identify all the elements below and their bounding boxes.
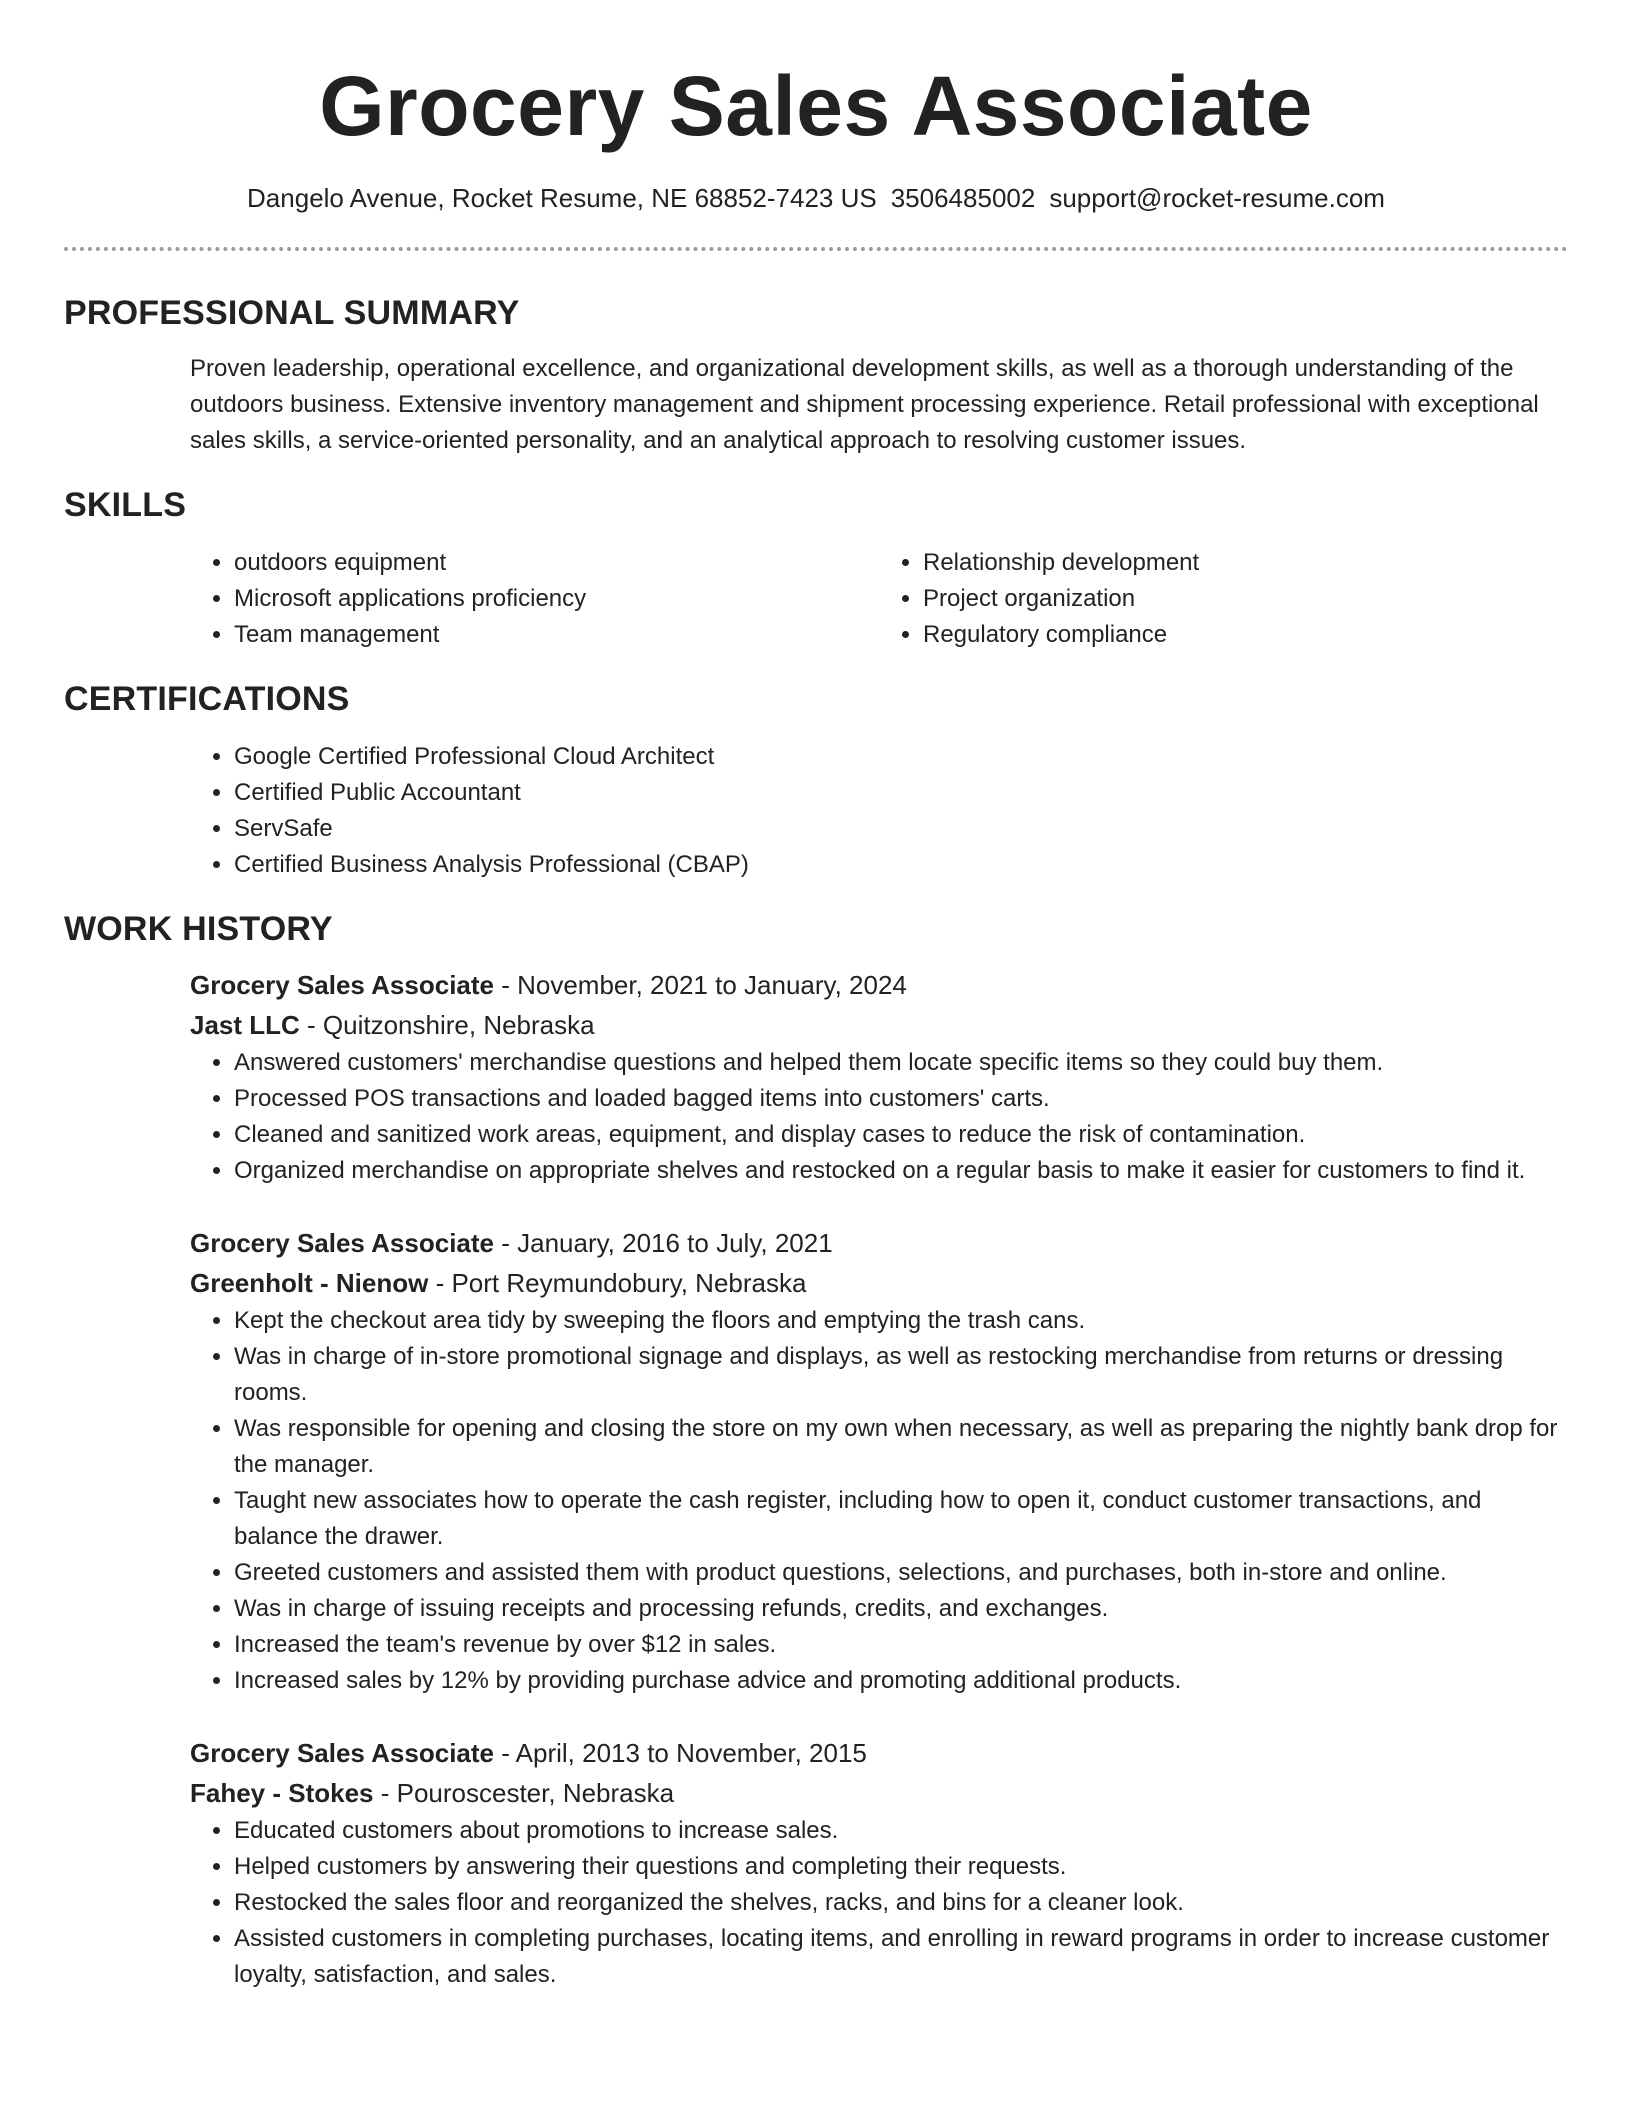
skill-item: • Microsoft applications proficiency [234,581,879,617]
certifications-list [190,739,1568,883]
job-title-line [190,965,1568,1005]
job-bullet: • Kept the checkout area tidy by sweeping the floors and emptying the trash cans. [234,1303,1568,1339]
skill-item: • outdoors equipment [234,545,879,581]
skills-heading: SKILLS [64,486,187,524]
job-company-line [190,1005,1568,1045]
header-divider [64,247,1568,251]
skills-list-right [879,545,1568,653]
certification-item: • Certified Business Analysis Professional (CBAP) [234,847,1568,883]
job-bullet: • Was responsible for opening and closing the store on my own when necessary, as well as preparing the nightly bank drop for the manager. [234,1411,1568,1483]
job-bullet: • Assisted customers in completing purchases, locating items, and enrolling in reward programs in order to increase customer loyalty, satisfaction, and sales. [234,1921,1568,1993]
job-bullet: • Restocked the sales floor and reorganized the shelves, racks, and bins for a cleaner look. [234,1885,1568,1921]
job-company: Jast LLC [190,1010,300,1040]
job-bullet: • Processed POS transactions and loaded bagged items into customers' carts. [234,1081,1568,1117]
job-bullet: • Greeted customers and assisted them with product questions, selections, and purchases, both in-store and online. [234,1555,1568,1591]
job-company-line [190,1773,1568,1813]
job-bullet: • Educated customers about promotions to increase sales. [234,1813,1568,1849]
skills-section [64,485,1568,653]
job-title: Grocery Sales Associate [190,1738,494,1768]
skills-grid [190,545,1568,653]
summary-heading: PROFESSIONAL SUMMARY [64,294,520,332]
certifications-body [190,739,1568,883]
job-location: - Pouroscester, Nebraska [373,1778,675,1808]
certifications-section [64,679,1568,883]
work-history-heading: WORK HISTORY [64,910,333,948]
skill-item: • Relationship development [923,545,1568,581]
skill-item: • Project organization [923,581,1568,617]
skills-list-left [190,545,879,653]
contact-email: support@rocket-resume.com [1049,183,1385,213]
job-title: Grocery Sales Associate [190,1228,494,1258]
job-company: Fahey - Stokes [190,1778,374,1808]
job-title-line [190,1733,1568,1773]
job-company-line [190,1263,1568,1303]
job-bullet: • Was in charge of in-store promotional signage and displays, as well as restocking merchandise from returns or dressing rooms. [234,1339,1568,1411]
job-bullets [190,1303,1568,1699]
job-entry [190,1223,1568,1699]
job-bullet: • Increased the team's revenue by over $12 in sales. [234,1627,1568,1663]
job-dates: - November, 2021 to January, 2024 [494,970,907,1000]
job-location: - Port Reymundobury, Nebraska [428,1268,807,1298]
job-dates: - April, 2013 to November, 2015 [494,1738,867,1768]
contact-address: Dangelo Avenue, Rocket Resume, NE 68852-7423 US [247,183,877,213]
work-history-section [64,909,1568,1993]
contact-phone: 3506485002 [890,183,1036,213]
job-dates: - January, 2016 to July, 2021 [494,1228,833,1258]
contact-line [64,182,1568,214]
job-bullet: • Helped customers by answering their questions and completing their requests. [234,1849,1568,1885]
work-history-body [190,965,1568,1993]
resume-title: Grocery Sales Associate [319,59,1313,153]
resume-page [64,0,1568,1993]
job-bullets [190,1045,1568,1189]
job-entry [190,1733,1568,1993]
summary-text: Proven leadership, operational excellence, and organizational development skills, as well as a thorough understanding of the outdoors business. Extensive inventory management and shipment processing experience. Retail professional with exceptional sales skills, a service-oriented personality, and an analytical approach to resolving customer issues. [190,355,1539,454]
certification-item: • Google Certified Professional Cloud Architect [234,739,1568,775]
summary-body [190,351,1568,459]
skill-item: • Team management [234,617,879,653]
job-bullet: • Cleaned and sanitized work areas, equipment, and display cases to reduce the risk of contamination. [234,1117,1568,1153]
job-bullet: • Increased sales by 12% by providing purchase advice and promoting additional products. [234,1663,1568,1699]
job-location: - Quitzonshire, Nebraska [299,1010,595,1040]
job-entry [190,965,1568,1189]
skill-item: • Regulatory compliance [923,617,1568,653]
job-bullet: • Was in charge of issuing receipts and processing refunds, credits, and exchanges. [234,1591,1568,1627]
job-title: Grocery Sales Associate [190,970,494,1000]
job-title-line [190,1223,1568,1263]
certification-item: • ServSafe [234,811,1568,847]
certification-item: • Certified Public Accountant [234,775,1568,811]
job-bullet: • Taught new associates how to operate the cash register, including how to open it, conduct customer transactions, and balance the drawer. [234,1483,1568,1555]
job-bullet: • Answered customers' merchandise questions and helped them locate specific items so they could buy them. [234,1045,1568,1081]
certifications-heading: CERTIFICATIONS [64,680,350,718]
summary-section [64,293,1568,459]
job-bullet: • Organized merchandise on appropriate shelves and restocked on a regular basis to make it easier for customers to find it. [234,1153,1568,1189]
job-bullets [190,1813,1568,1993]
job-company: Greenholt - Nienow [190,1268,429,1298]
